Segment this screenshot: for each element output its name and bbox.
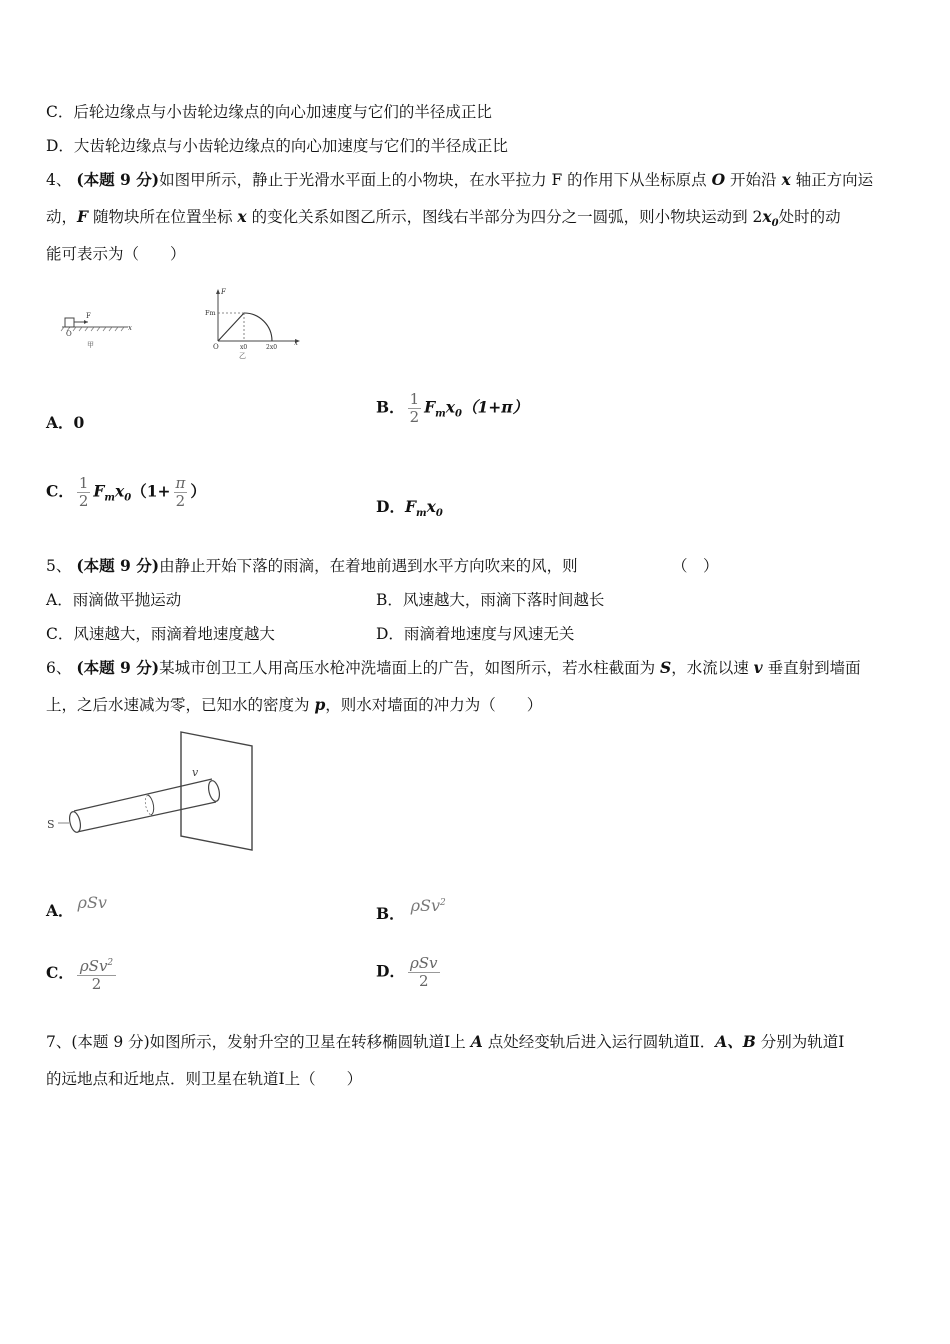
q5-option-b[interactable]: B．风速越大，雨滴下落时间越长 [376,591,605,609]
q6-var-s: S [660,658,672,677]
q4-option-c-label: C． [46,481,74,501]
q5-option-c[interactable]: C．风速越大，雨滴着地速度越大 [46,625,275,643]
q6-text-1a: 某城市创卫工人用高压水枪冲洗墙面上的广告，如图所示，若水柱截面为 [159,659,660,677]
q4-var-x0: x [762,207,772,226]
q6-option-d-label: D． [376,961,405,981]
q4-line-1 [46,170,873,190]
q7-line-1 [46,1032,844,1052]
q7-text-1b: 点处经变轨后进入运行圆轨道Ⅱ． [482,1033,716,1051]
q4-text-1a: 如图甲所示，静止于光滑水平面上的小物块，在水平拉力 F 的作用下从坐标原点 [159,171,712,189]
q6-var-v: v [753,658,763,677]
q4-option-d-label: D． [376,497,405,516]
q4-var-o: O [711,170,726,189]
q4-option-c-pi-fraction [174,475,188,510]
q6-option-b-label: B． [376,904,405,924]
q4-b-tail: （1+π） [461,397,529,417]
fig-jia-caption: 甲 [87,341,94,349]
q6-option-c-label: C． [46,963,74,982]
q4-var-f: F [77,207,89,226]
fig-yi-f-label: F [221,288,226,296]
q4-c-tail: ） [190,481,206,501]
q5-option-a[interactable]: A．雨滴做平抛运动 [46,591,182,609]
q6-option-d[interactable] [376,955,443,990]
q5-answer-paren: （ ） [672,557,719,575]
q6-option-b[interactable] [376,893,446,924]
q4-c-mid: （1+ [131,481,171,501]
q4-text-2b: 随物块所在位置坐标 [88,208,238,226]
q6-option-a-label: A． [46,901,74,920]
q6-option-a-value: ρSv [77,893,107,912]
fig-v-label: v [192,766,199,779]
option-d-previous: D．大齿轮边缘点与小齿轮边缘点的向心加速度与它们的半径成正比 [46,137,508,155]
q4-d-0: 0 [435,508,443,520]
frac-num: ρSv [409,954,438,972]
q4-b-0: 0 [455,408,462,420]
jet-top-edge [74,779,212,811]
q5-text: 由静止开始下落的雨滴，在着地前遇到水平方向吹来的风，则 [159,557,578,575]
frac-num: 1 [78,474,89,492]
q4-score-tag: (本题 9 分) [76,170,160,189]
q7-text-1c: 分别为轨道Ⅰ [755,1033,845,1051]
option-c-previous: C．后轮边缘点与小齿轮边缘点的向心加速度与它们的半径成正比 [46,103,492,121]
fig-yi-x0-label: x0 [240,344,248,351]
q6-text-2b: ，则水对墙面的冲力为（ ） [325,696,543,714]
frac-num: 1 [409,390,420,408]
q4-var-x2: x [237,207,247,226]
q4-number: 4、 [46,171,72,189]
q6-line-1 [46,658,861,678]
frac-den: 2 [175,492,186,510]
q4-b-m: m [435,408,446,420]
q5-number: 5、 [46,557,72,575]
q4-d-x: x [426,497,436,516]
q5-option-d[interactable]: D．雨滴着地速度与风速无关 [376,625,575,643]
q4-text-2c: 的变化关系如图乙所示，图线右半部分为四分之一圆弧，则小物块运动到 2 [246,208,763,226]
fig-yi-fm-label: Fm [205,309,216,317]
q4-c-x: x [115,481,125,501]
q6-text-1b: ，水流以速 [671,659,754,677]
q4-text-1c: 轴正方向运 [790,171,874,189]
q4-option-c[interactable] [46,475,206,510]
q6-score-tag: (本题 9 分) [76,658,160,677]
q6-option-b-value: ρSv [410,896,441,916]
q4-sub-0: 0 [771,218,779,230]
q6-line-2 [46,695,542,715]
q6-var-p: p [314,695,326,714]
fig-jia-x-label: x [128,324,132,332]
frac-den: 2 [91,975,102,993]
q4-option-d[interactable] [376,497,443,524]
q7-var-ab: A、B [715,1032,756,1051]
q4-line-3: 能可表示为（ ） [46,245,186,263]
q7-line-2: 的远地点和近地点．则卫星在轨道Ⅰ上（ ） [46,1070,363,1088]
q4-text-2a: 动， [46,208,78,226]
q4-option-b[interactable] [376,391,528,426]
q6-text-2a: 上，之后水速减为零，已知水的密度为 [46,696,315,714]
q4-b-x: x [445,397,456,417]
q4-option-a-value: 0 [73,413,85,432]
q4-c-m: m [104,492,115,504]
fig-yi-o-label: O [213,343,219,351]
fig-yi-x-label: x [294,339,298,347]
frac-num: ρSv [79,957,108,975]
q4-d-f: F [404,497,416,516]
q6-number: 6、 [46,659,72,677]
q7-text-1a: 7、(本题 9 分)如图所示，发射升空的卫星在转移椭圆轨道Ⅰ上 [46,1033,471,1051]
fig-yi-caption: 乙 [239,352,246,360]
q4-option-a-label: A． [46,413,74,432]
frac-sup: 2 [107,958,114,968]
q5-line-1 [46,556,578,576]
frac-den: 2 [418,972,429,990]
q4-figure-yi [202,285,304,361]
block-shape [65,318,74,327]
q4-option-a[interactable] [46,413,84,433]
q4-var-x: x [781,170,791,189]
jet-wall-cross-section [207,780,221,803]
q6-option-a[interactable] [46,893,107,920]
q4-d-m: m [415,508,427,520]
q4-option-b-fraction [408,391,422,426]
q6-option-b-sup: 2 [440,898,446,908]
q4-c-0: 0 [124,492,132,504]
fig-yi-2x0-label: 2x0 [266,344,278,351]
q6-option-c-fraction [77,955,116,993]
q4-text-2d: 处时的动 [778,208,841,226]
fig-jia-o-label: O [66,330,72,338]
frac-den: 2 [409,408,420,426]
q6-option-d-fraction [408,955,440,990]
q6-figure-water-jet [44,726,258,852]
frac-den: 2 [78,492,89,510]
q4-b-f: F [424,397,436,417]
q4-option-b-label: B． [376,397,405,417]
q6-text-1c: 垂直射到墙面 [762,659,861,677]
q4-line-2 [46,207,841,234]
q4-option-c-fraction [77,475,91,510]
fig-s-label: S [47,818,55,831]
q4-c-f: F [93,481,105,501]
q6-option-c[interactable] [46,955,119,993]
frac-num: π [175,474,186,492]
q7-var-a: A [470,1032,483,1051]
jet-end-cross-section [68,811,82,834]
jet-bottom-edge [77,802,216,832]
q5-score-tag: (本题 9 分) [76,556,160,575]
q4-figure-jia [58,305,138,355]
q4-text-1b: 开始沿 [725,171,782,189]
fig-jia-f-label: F [86,312,91,320]
